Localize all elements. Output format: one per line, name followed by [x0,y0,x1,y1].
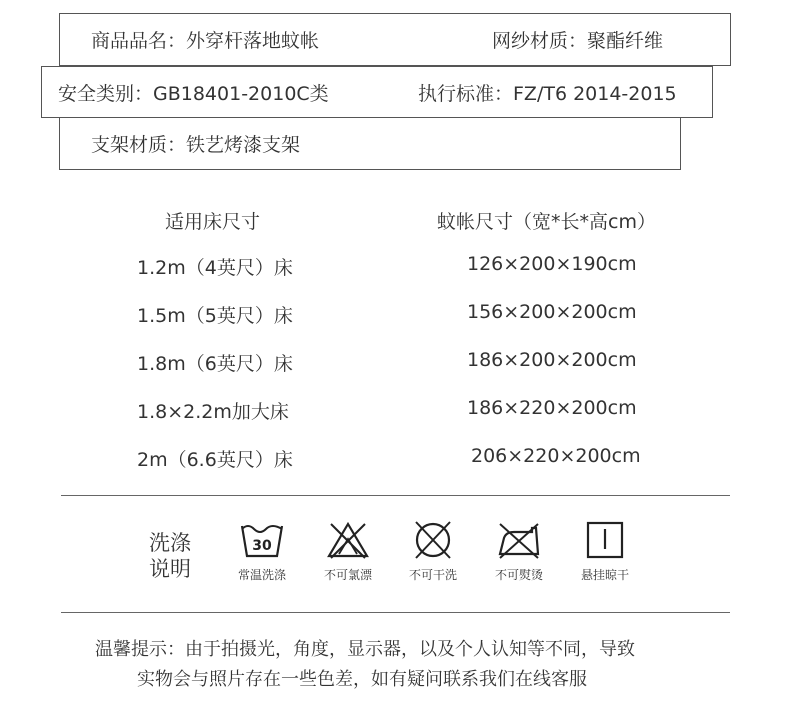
net-size-cell: 156×200×200cm [467,301,637,323]
care-caption: 悬挂晾干 [580,568,629,582]
care-no-iron [480,520,558,583]
net-size-cell: 186×220×200cm [467,397,637,419]
bed-size-cell: 1.8m（6英尺）床 [137,353,293,375]
no-bleach-icon [325,520,371,560]
notice-line-2: 实物会与照片存在一些色差，如有疑问联系我们在线客服 [137,669,587,690]
care-no-bleach [309,520,387,583]
divider-bottom [61,612,730,613]
svg-text:30: 30 [252,538,272,554]
care-caption: 不可氯漂 [323,568,372,582]
execution-standard: 执行标准：FZ/T6 2014-2015 [418,82,677,105]
no-dry-clean-icon [410,520,456,560]
net-size-cell: 206×220×200cm [471,445,641,467]
spec-row-3 [59,117,681,170]
spec-row-2 [41,66,713,118]
divider-top [61,495,730,496]
mesh-material: 网纱材质：聚酯纤维 [492,30,664,52]
care-label: 洗涤 说明 [149,531,191,581]
hang-dry-icon [582,520,628,560]
net-size-header: 蚊帐尺寸（宽*长*高cm） [437,211,656,233]
bed-size-cell: 1.2m（4英尺）床 [137,257,293,279]
bed-size-header: 适用床尺寸 [165,211,261,233]
care-wash-30 [223,520,301,583]
care-no-dry-clean [394,520,472,583]
net-size-cell: 126×200×190cm [467,253,637,275]
bed-size-cell: 1.8×2.2m加大床 [137,401,289,423]
safety-class: 安全类别：GB18401-2010C类 [58,82,329,105]
spec-row-1 [59,13,731,66]
care-caption: 不可干洗 [408,568,457,582]
net-size-cell: 186×200×200cm [467,349,637,371]
care-caption: 不可熨烫 [494,568,543,582]
frame-material: 支架材质：铁艺烤漆支架 [91,134,301,156]
product-name: 商品品名：外穿杆落地蚊帐 [91,30,320,52]
notice-line-1: 温馨提示：由于拍摄光，角度，显示器，以及个人认知等不同，导致 [95,639,635,660]
care-hang-dry [566,520,644,583]
bed-size-cell: 1.5m（5英尺）床 [137,305,293,327]
wash-30-icon [239,520,285,560]
no-iron-icon [496,520,542,560]
care-caption: 常温洗涤 [237,568,286,582]
bed-size-cell: 2m（6.6英尺）床 [137,449,293,471]
